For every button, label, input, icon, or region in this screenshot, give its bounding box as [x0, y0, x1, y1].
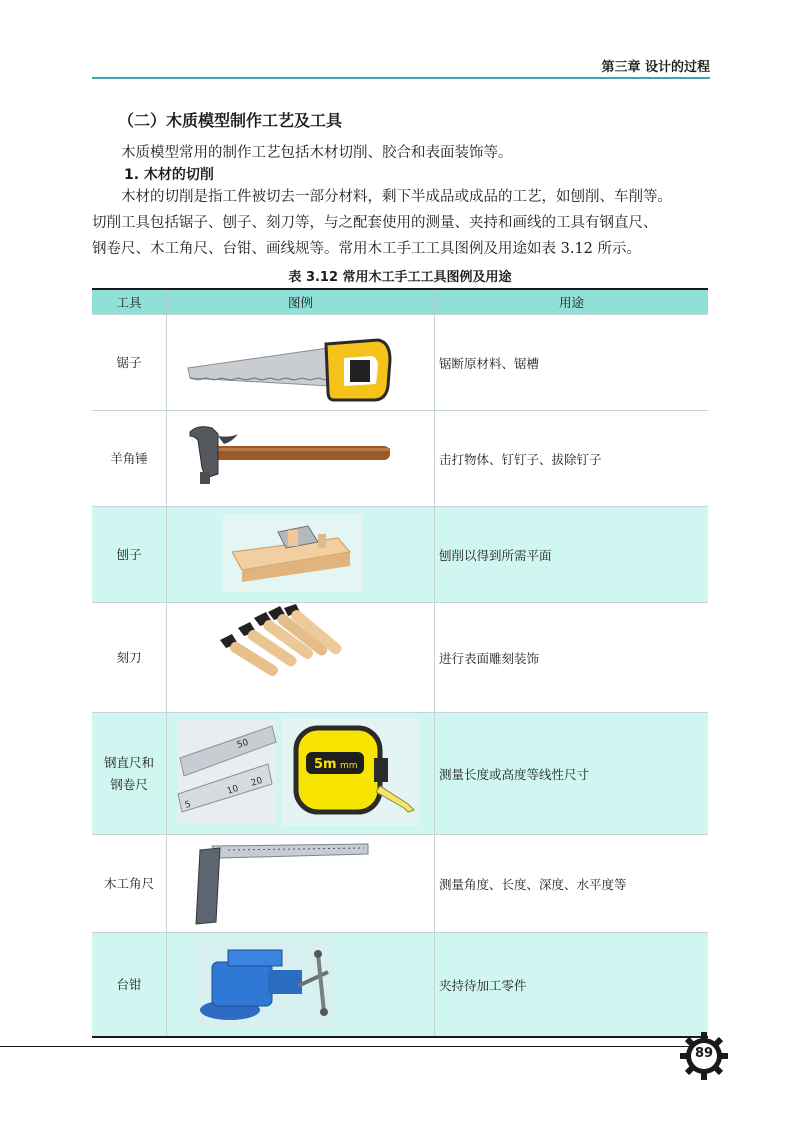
ruler-number-10: 10	[225, 783, 240, 797]
body-line-2: 切削工具包括锯子、刨子、刻刀等，与之配套使用的测量、夹持和画线的工具有钢直尺、	[92, 215, 658, 231]
ruler-number-20: 20	[249, 775, 264, 789]
try-square-icon	[168, 836, 433, 928]
tool-use: 锯断原材料、锯槽	[435, 315, 709, 411]
tool-use: 测量长度或高度等线性尺寸	[435, 713, 709, 835]
chapter-header: 第三章 设计的过程	[601, 60, 710, 75]
tool-use: 夹持待加工零件	[435, 933, 709, 1038]
table-row	[92, 411, 708, 507]
table-row	[92, 933, 708, 1038]
tool-use: 刨削以得到所需平面	[435, 507, 709, 603]
tool-use: 击打物体、钉钉子、拔除钉子	[435, 411, 709, 507]
carving-knives-icon	[168, 604, 433, 708]
tool-figure	[167, 603, 435, 713]
header-rule	[92, 77, 710, 79]
tool-name: 刻刀	[92, 603, 167, 713]
tool-name: 羊角锤	[92, 411, 167, 507]
saw-icon	[168, 316, 433, 406]
table-row	[92, 713, 708, 835]
tool-figure	[167, 835, 435, 933]
tool-figure	[167, 507, 435, 603]
tool-name	[92, 713, 167, 835]
body-line-1: 木材的切削是指工件被切去一部分材料，剩下半成品或成品的工艺，如刨削、车削等。	[121, 189, 672, 205]
subsection-title: 1. 木材的切削	[124, 167, 214, 183]
tool-figure	[167, 933, 435, 1038]
table-caption: 表 3.12 常用木工手工工具图例及用途	[288, 270, 512, 285]
tool-name: 刨子	[92, 507, 167, 603]
table-row	[92, 507, 708, 603]
tools-table	[92, 288, 708, 1038]
table-row	[92, 315, 708, 411]
table-row	[92, 603, 708, 713]
tape-brand: 5m	[314, 757, 337, 772]
tool-use: 测量角度、长度、深度、水平度等	[435, 835, 709, 933]
bench-vise-icon	[168, 934, 433, 1032]
ruler-numbers: 5	[183, 799, 193, 811]
tool-figure	[167, 713, 435, 835]
tool-name: 台钳	[92, 933, 167, 1038]
table-row	[92, 835, 708, 933]
tool-name-line-1: 钢直尺和	[103, 754, 154, 770]
tool-name-line-2: 钢卷尺	[110, 776, 148, 792]
tape-unit: mm	[340, 761, 358, 771]
header-figure: 图例	[167, 289, 435, 315]
tool-name: 木工角尺	[92, 835, 167, 933]
wood-plane-icon	[168, 508, 433, 598]
tool-figure	[167, 411, 435, 507]
tool-name: 锯子	[92, 315, 167, 411]
header-use: 用途	[435, 289, 709, 315]
ruler-and-tape-icon	[168, 714, 433, 830]
table-header-row	[92, 289, 708, 315]
footer-rule	[0, 1046, 700, 1047]
body-line-3: 钢卷尺、木工角尺、台钳、画线规等。常用木工手工工具图例及用途如表 3.12 所示。	[92, 241, 642, 257]
tool-figure	[167, 315, 435, 411]
tool-use: 进行表面雕刻装饰	[435, 603, 709, 713]
section-title: （二）木质模型制作工艺及工具	[118, 111, 343, 130]
header-tool: 工具	[92, 289, 167, 315]
body-paragraph	[92, 184, 712, 262]
ruler-number-50: 50	[235, 737, 250, 751]
page-number: 89	[694, 1046, 714, 1061]
intro-paragraph: 木质模型常用的制作工艺包括木材切削、胶合和表面装饰等。	[121, 145, 513, 161]
claw-hammer-icon	[168, 412, 433, 502]
